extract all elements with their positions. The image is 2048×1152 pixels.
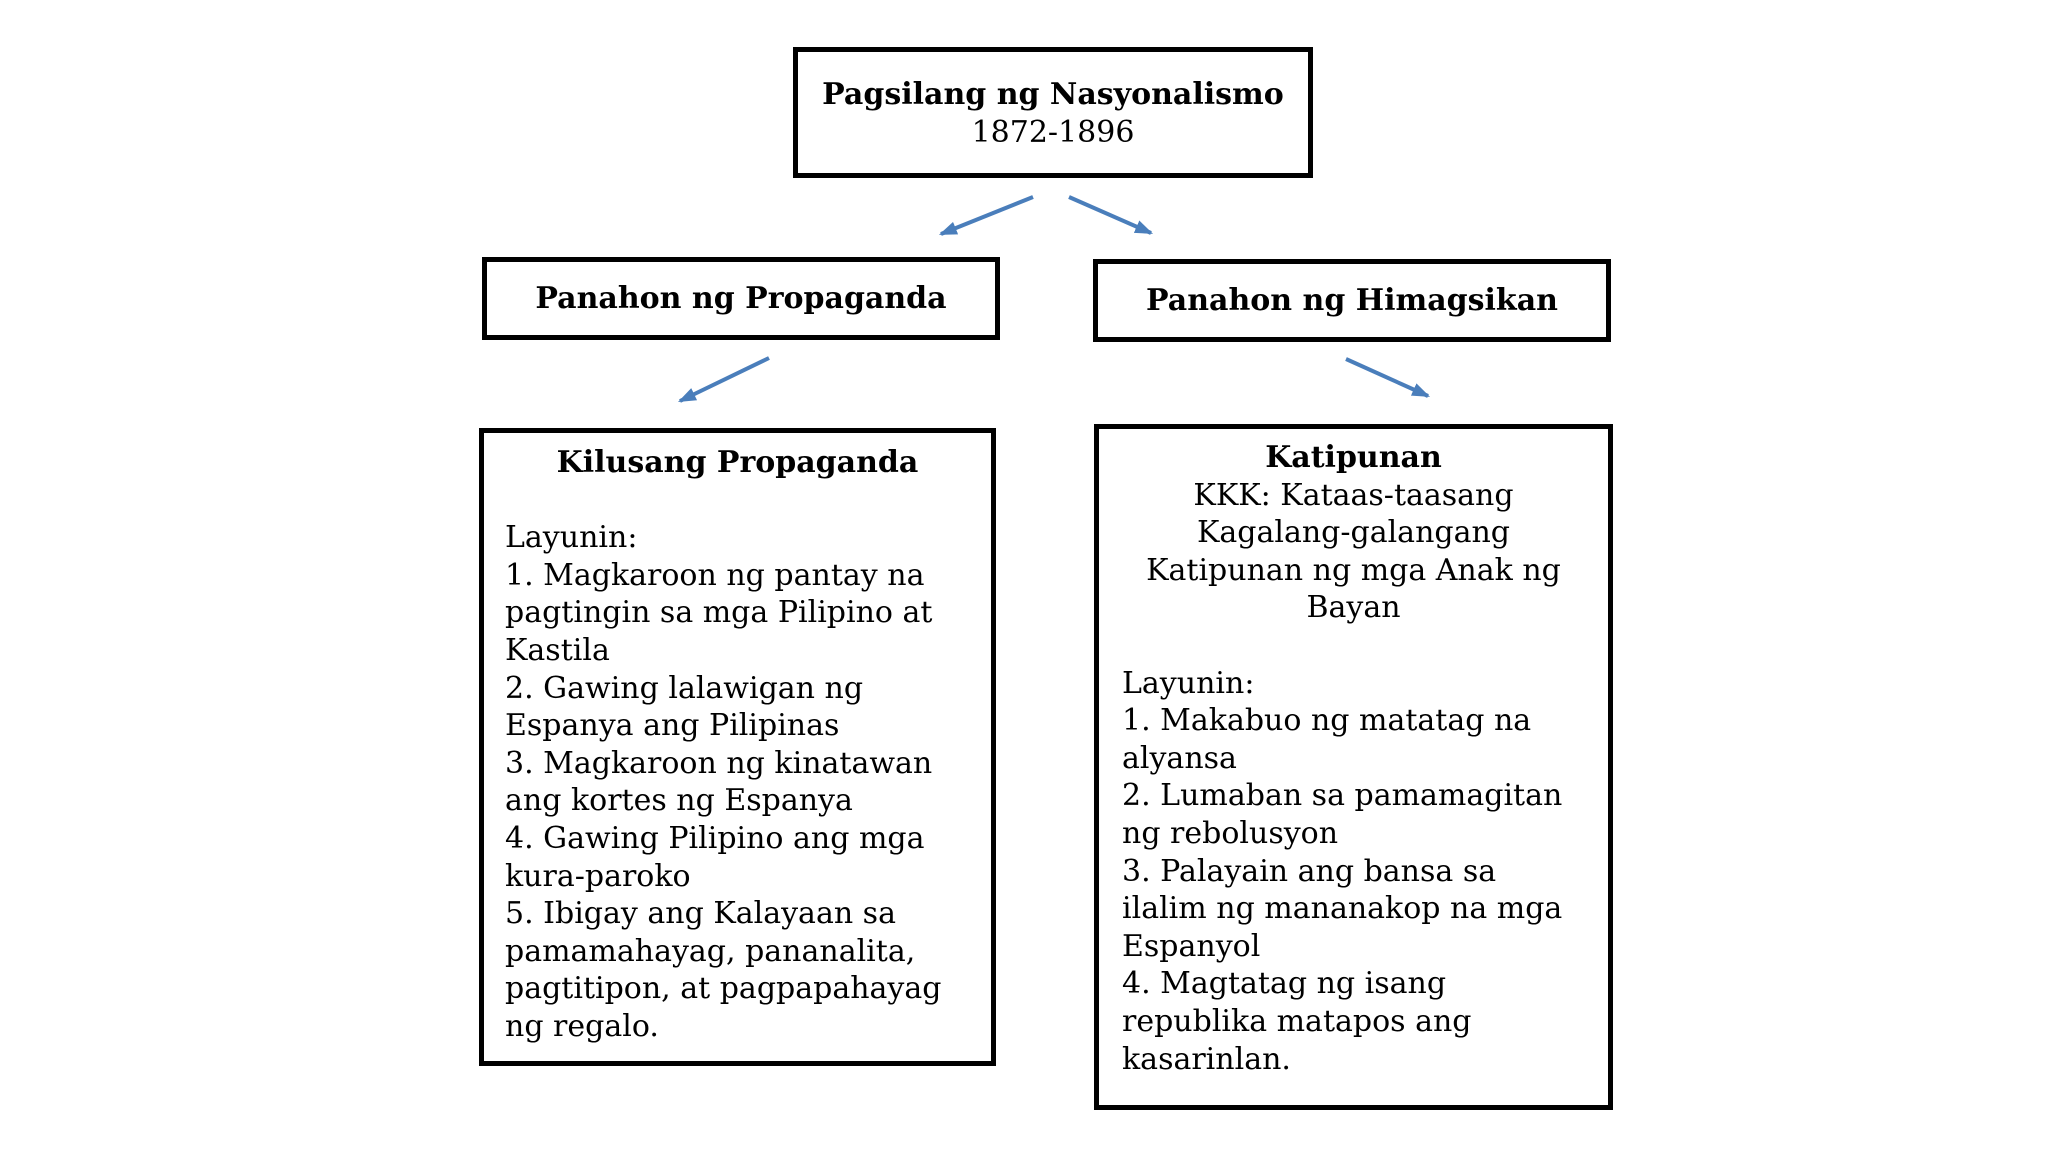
goal-line: Espanyol [1122, 928, 1261, 964]
goal-line: ilalim ng mananakop na mga [1122, 891, 1563, 927]
root-node [793, 47, 1313, 178]
goal-line: 3. Palayain ang bansa sa [1122, 853, 1497, 889]
goal-line: pagtingin sa mga Pilipino at [505, 595, 933, 631]
goal-line: 4. Gawing Pilipino ang mga [505, 820, 925, 856]
goals-label: Layunin: [505, 520, 638, 556]
goal-line: alyansa [1122, 740, 1237, 776]
arrow-root-to-himagsikan [1069, 197, 1151, 233]
katipunan-node [1094, 424, 1613, 1110]
blank-line [1122, 627, 1585, 665]
goal-item [1122, 702, 1585, 777]
full-name-line: Bayan [1306, 590, 1401, 626]
arrow-propaganda-to-kilusan [680, 358, 769, 401]
kilusang-propaganda-title: Kilusang Propaganda [556, 445, 919, 480]
goal-item [505, 745, 970, 820]
arrow-root-to-propaganda [941, 197, 1033, 234]
goal-line: 5. Ibigay ang Kalayaan sa [505, 896, 896, 932]
full-name-line: KKK: Kataas-taasang [1193, 477, 1514, 513]
goal-line: pamamahayag, pananalita, [505, 933, 916, 969]
full-name-line: Kagalang-galangang [1196, 515, 1511, 551]
goal-item [1122, 965, 1585, 1078]
goal-line: 3. Magkaroon ng kinatawan [505, 745, 933, 781]
goal-line: republika matapos ang [1122, 1003, 1472, 1039]
goal-line: pagtitipon, at pagpapahayag [505, 971, 942, 1007]
goal-line: Kastila [505, 632, 610, 668]
goal-line: ng rebolusyon [1122, 815, 1339, 851]
goal-item [1122, 853, 1585, 966]
goals-label: Layunin: [1122, 665, 1255, 701]
goal-line: kasarinlan. [1122, 1041, 1291, 1077]
goal-line: 2. Gawing lalawigan ng [505, 670, 864, 706]
propaganda-period-node [482, 257, 1000, 340]
goal-line: ng regalo. [505, 1008, 659, 1044]
goal-line: ang kortes ng Espanya [505, 783, 853, 819]
katipunan-full-name [1122, 477, 1585, 627]
goal-line: Espanya ang Pilipinas [505, 708, 840, 744]
kilusang-propaganda-node [479, 428, 996, 1066]
goal-item [505, 670, 970, 745]
blank-line [505, 482, 970, 520]
katipunan-title: Katipunan [1265, 440, 1442, 475]
goal-line: kura-paroko [505, 858, 691, 894]
root-years: 1872-1896 [971, 115, 1135, 150]
goal-line: 4. Magtatag ng isang [1122, 966, 1447, 1002]
goal-item [1122, 777, 1585, 852]
himagsikan-period-node [1093, 259, 1611, 342]
goal-line: 1. Magkaroon ng pantay na [505, 557, 925, 593]
goal-line: 2. Lumaban sa pamamagitan [1122, 778, 1563, 814]
root-title: Pagsilang ng Nasyonalismo [822, 77, 1284, 112]
goal-item [505, 820, 970, 895]
goal-item [505, 895, 970, 1045]
propaganda-period-heading: Panahon ng Propaganda [535, 281, 947, 316]
himagsikan-period-heading: Panahon ng Himagsikan [1146, 283, 1558, 318]
arrow-himagsikan-to-katipunan [1346, 359, 1428, 396]
goal-line: 1. Makabuo ng matatag na [1122, 703, 1532, 739]
full-name-line: Katipunan ng mga Anak ng [1146, 552, 1561, 588]
goal-item [505, 557, 970, 670]
